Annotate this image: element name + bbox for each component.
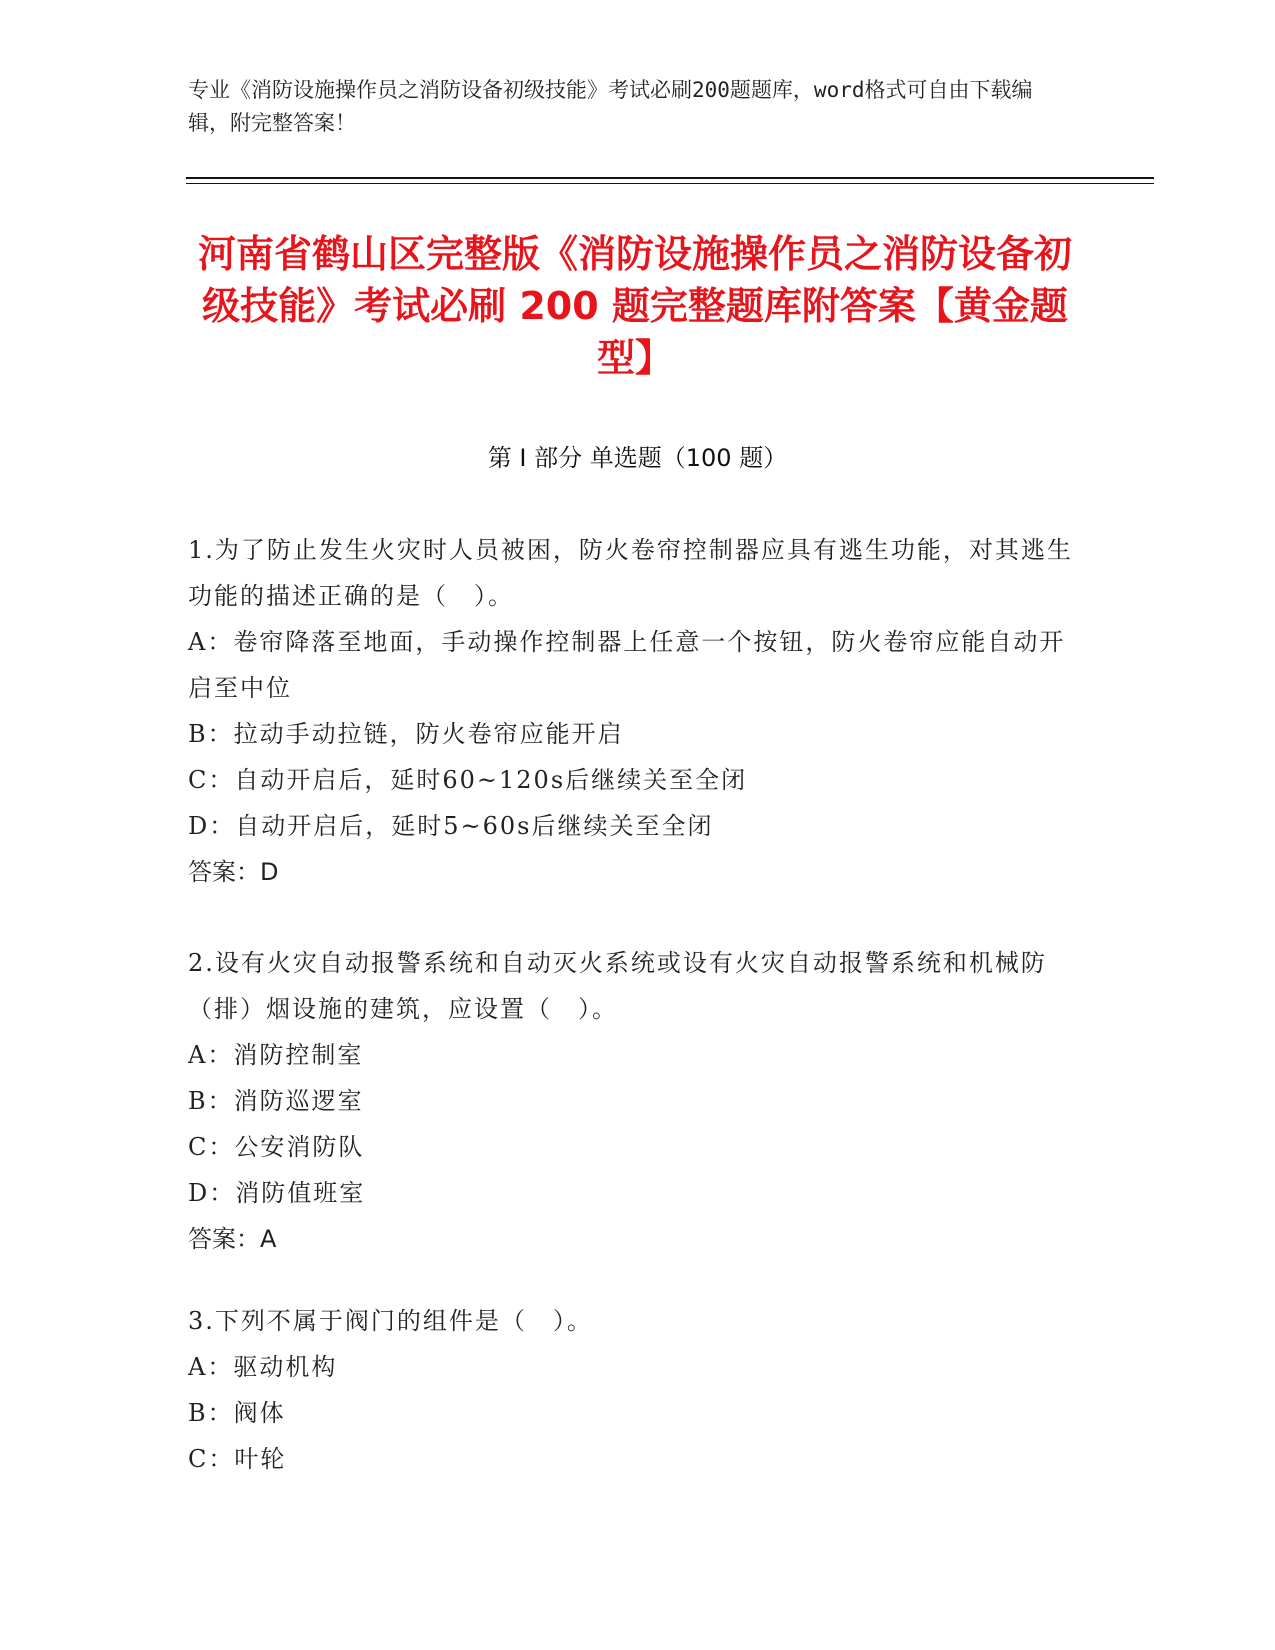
option-c: C：公安消防队 <box>188 1133 365 1161</box>
question-stem: 3.下列不属于阀门的组件是（ ）。 <box>188 1307 593 1335</box>
question-3 <box>188 1298 1088 1482</box>
option-b: B：消防巡逻室 <box>188 1087 364 1115</box>
option-a: A：驱动机构 <box>188 1353 338 1381</box>
option-a: A：消防控制室 <box>188 1041 364 1069</box>
option-d: D：自动开启后，延时5~60s后继续关至全闭 <box>188 812 714 840</box>
answer: 答案：A <box>188 1225 277 1253</box>
option-b: B：拉动手动拉链，防火卷帘应能开启 <box>188 720 624 748</box>
option-c: C：自动开启后，延时60~120s后继续关至全闭 <box>188 766 748 794</box>
question-2 <box>188 940 1088 1262</box>
question-1 <box>188 527 1088 895</box>
option-c: C：叶轮 <box>188 1445 287 1473</box>
option-b: B：阀体 <box>188 1399 286 1427</box>
header-divider <box>186 177 1154 179</box>
document-title: 河南省鹤山区完整版《消防设施操作员之消防设备初级技能》考试必刷 200 题完整题库附答案【黄金题型】 <box>197 232 1072 380</box>
header-note: 专业《消防设施操作员之消防设备初级技能》考试必刷200题题库，word格式可自由下载编辑，附完整答案！ <box>188 78 1033 135</box>
answer: 答案：D <box>188 858 279 886</box>
question-stem: 2.设有火灾自动报警系统和自动灭火系统或设有火灾自动报警系统和机械防（排）烟设施的建筑，应设置（ ）。 <box>188 949 1047 1023</box>
section-heading: 第 I 部分 单选题（100 题） <box>487 444 788 472</box>
question-stem: 1.为了防止发生火灾时人员被困，防火卷帘控制器应具有逃生功能，对其逃生功能的描述正确的是（ ）。 <box>188 536 1073 610</box>
option-a: A：卷帘降落至地面，手动操作控制器上任意一个按钮，防火卷帘应能自动开启至中位 <box>188 628 1066 702</box>
header-divider-thin <box>186 183 1154 184</box>
option-d: D：消防值班室 <box>188 1179 366 1207</box>
